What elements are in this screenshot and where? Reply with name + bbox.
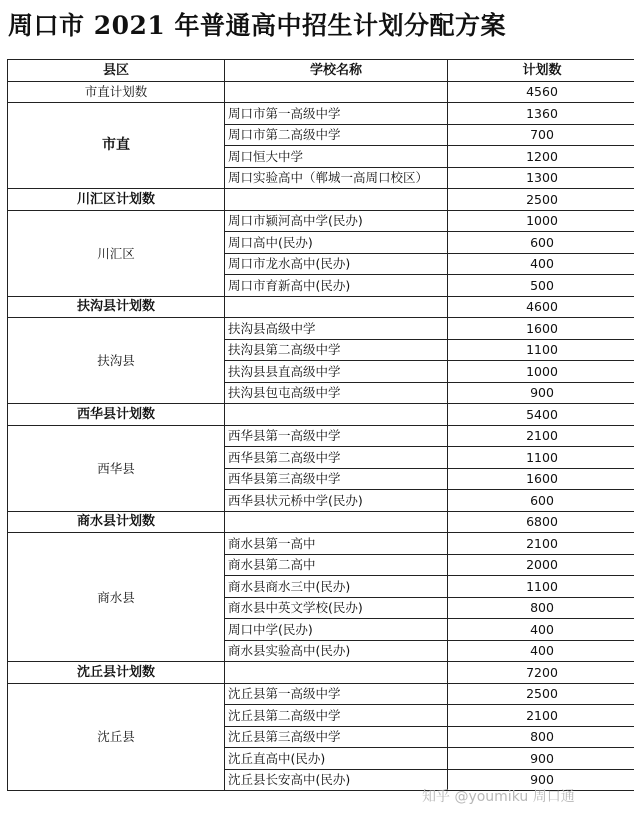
school-name-cell: 商水县商水三中(民办) [225, 576, 448, 598]
header-plan-count: 计划数 [448, 60, 634, 82]
school-name-cell: 周口实验高中（郸城一高周口校区） [225, 167, 448, 189]
school-name-cell: 西华县第二高级中学 [225, 447, 448, 469]
county-cell: 商水县 [8, 533, 225, 662]
school-name-cell: 周口市育新高中(民办) [225, 275, 448, 297]
plan-count-cell: 1000 [448, 361, 634, 383]
table-header [8, 60, 634, 82]
table-row [8, 103, 634, 125]
school-name-cell: 商水县第一高中 [225, 533, 448, 555]
plan-count-cell: 400 [448, 253, 634, 275]
plan-count-cell: 600 [448, 232, 634, 254]
summary-count: 7200 [448, 662, 634, 684]
summary-empty-cell [225, 511, 448, 533]
plan-count-cell: 1600 [448, 318, 634, 340]
plan-count-cell: 900 [448, 769, 634, 791]
county-cell: 沈丘县 [8, 683, 225, 791]
school-name-cell: 周口市颍河高中学(民办) [225, 210, 448, 232]
plan-count-cell: 2500 [448, 683, 634, 705]
school-name-cell: 商水县中英文学校(民办) [225, 597, 448, 619]
school-name-cell: 西华县第三高级中学 [225, 468, 448, 490]
school-name-cell: 周口市第一高级中学 [225, 103, 448, 125]
plan-count-cell: 1600 [448, 468, 634, 490]
table-body [8, 81, 634, 791]
plan-count-cell: 1100 [448, 339, 634, 361]
summary-row [8, 189, 634, 211]
summary-empty-cell [225, 662, 448, 684]
summary-label: 川汇区计划数 [8, 189, 225, 211]
county-cell: 扶沟县 [8, 318, 225, 404]
school-name-cell: 周口恒大中学 [225, 146, 448, 168]
summary-empty-cell [225, 404, 448, 426]
plan-count-cell: 700 [448, 124, 634, 146]
summary-row [8, 404, 634, 426]
school-name-cell: 扶沟县县直高级中学 [225, 361, 448, 383]
school-name-cell: 沈丘县第一高级中学 [225, 683, 448, 705]
summary-count: 4600 [448, 296, 634, 318]
table-row [8, 533, 634, 555]
plan-count-cell: 1100 [448, 576, 634, 598]
county-cell: 市直 [8, 103, 225, 189]
school-name-cell: 西华县第一高级中学 [225, 425, 448, 447]
plan-count-cell: 800 [448, 726, 634, 748]
summary-empty-cell [225, 296, 448, 318]
summary-row [8, 662, 634, 684]
summary-row [8, 81, 634, 103]
plan-count-cell: 1300 [448, 167, 634, 189]
summary-count: 6800 [448, 511, 634, 533]
summary-count: 2500 [448, 189, 634, 211]
summary-label: 沈丘县计划数 [8, 662, 225, 684]
page-title: 周口市 2021 年普通高中招生计划分配方案 [8, 11, 506, 40]
school-name-cell: 扶沟县高级中学 [225, 318, 448, 340]
school-name-cell: 沈丘直高中(民办) [225, 748, 448, 770]
table-row [8, 318, 634, 340]
plan-count-cell: 2100 [448, 533, 634, 555]
summary-label: 扶沟县计划数 [8, 296, 225, 318]
summary-row [8, 511, 634, 533]
plan-count-cell: 2100 [448, 705, 634, 727]
enrollment-plan-table [7, 59, 634, 791]
plan-count-cell: 600 [448, 490, 634, 512]
summary-empty-cell [225, 81, 448, 103]
school-name-cell: 沈丘县长安高中(民办) [225, 769, 448, 791]
header-row [8, 60, 634, 82]
summary-label: 西华县计划数 [8, 404, 225, 426]
plan-count-cell: 1100 [448, 447, 634, 469]
table-row [8, 683, 634, 705]
county-cell: 西华县 [8, 425, 225, 511]
school-name-cell: 周口市龙水高中(民办) [225, 253, 448, 275]
school-name-cell: 沈丘县第三高级中学 [225, 726, 448, 748]
header-county: 县区 [8, 60, 225, 82]
summary-label: 商水县计划数 [8, 511, 225, 533]
table-row [8, 210, 634, 232]
plan-count-cell: 900 [448, 748, 634, 770]
county-cell: 川汇区 [8, 210, 225, 296]
school-name-cell: 周口中学(民办) [225, 619, 448, 641]
school-name-cell: 扶沟县第二高级中学 [225, 339, 448, 361]
school-name-cell: 商水县第二高中 [225, 554, 448, 576]
plan-count-cell: 400 [448, 640, 634, 662]
school-name-cell: 西华县状元桥中学(民办) [225, 490, 448, 512]
summary-row [8, 296, 634, 318]
plan-count-cell: 400 [448, 619, 634, 641]
summary-empty-cell [225, 189, 448, 211]
plan-count-cell: 900 [448, 382, 634, 404]
school-name-cell: 周口市第二高级中学 [225, 124, 448, 146]
table-row [8, 425, 634, 447]
summary-count: 4560 [448, 81, 634, 103]
plan-count-cell: 2000 [448, 554, 634, 576]
plan-count-cell: 1200 [448, 146, 634, 168]
plan-count-cell: 800 [448, 597, 634, 619]
plan-count-cell: 1000 [448, 210, 634, 232]
watermark: 知乎 @youmiku 周口通 [422, 789, 575, 805]
plan-count-cell: 500 [448, 275, 634, 297]
summary-count: 5400 [448, 404, 634, 426]
header-school-name: 学校名称 [225, 60, 448, 82]
school-name-cell: 周口高中(民办) [225, 232, 448, 254]
plan-count-cell: 2100 [448, 425, 634, 447]
school-name-cell: 沈丘县第二高级中学 [225, 705, 448, 727]
school-name-cell: 商水县实验高中(民办) [225, 640, 448, 662]
summary-label: 市直计划数 [8, 81, 225, 103]
plan-count-cell: 1360 [448, 103, 634, 125]
school-name-cell: 扶沟县包屯高级中学 [225, 382, 448, 404]
